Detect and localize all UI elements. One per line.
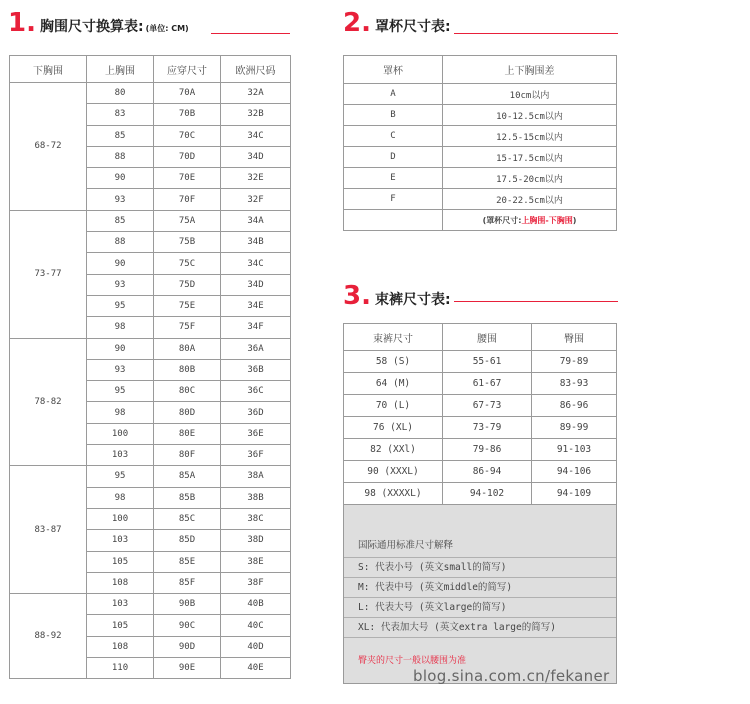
hip-cell: 94-109 [532,483,617,505]
hip-cell: 89-99 [532,417,617,439]
header-waist: 腰围 [443,324,532,351]
table-row [344,461,617,483]
size-cell: 80A [154,338,221,359]
cup-cell: D [344,147,443,168]
table-row [344,395,617,417]
size-cell: 70D [154,146,221,167]
eu-size-cell: 36B [221,359,291,380]
cup-note-formula: 上胸围-下胸围 [521,215,573,225]
cup-note-prefix: (罩杯尺寸: [482,215,522,225]
size-cell: 90C [154,615,221,636]
brief-size-cell: 70 (L) [344,395,443,417]
over-bust-cell: 98 [87,317,154,338]
brief-size-cell: 98 (XXXXL) [344,483,443,505]
table-row [344,84,617,105]
eu-size-cell: 34D [221,146,291,167]
notes-title: 国际通用标准尺寸解释 [358,540,454,551]
section3-title: 束裤尺寸表: [374,292,451,308]
size-cell: 70A [154,83,221,104]
table-row [10,210,291,231]
size-cell: 75B [154,232,221,253]
hip-cell: 94-106 [532,461,617,483]
eu-size-cell: 36C [221,381,291,402]
note-xl: XL: 代表加大号 (英文extra large的简写) [344,617,616,637]
table-row [344,373,617,395]
header-over-bust: 上胸围 [87,56,154,83]
bust-diff-cell: 15-17.5cm以内 [443,147,617,168]
eu-size-cell: 38D [221,530,291,551]
size-cell: 80B [154,359,221,380]
size-cell: 75A [154,210,221,231]
eu-size-cell: 32A [221,83,291,104]
eu-size-cell: 36F [221,445,291,466]
waist-cell: 73-79 [443,417,532,439]
over-bust-cell: 93 [87,189,154,210]
size-cell: 80E [154,423,221,444]
section1-title: 胸围尺寸换算表: [39,19,144,35]
cup-cell: A [344,84,443,105]
over-bust-cell: 85 [87,125,154,146]
bust-diff-cell: 12.5-15cm以内 [443,126,617,147]
section3-heading [343,283,451,309]
cup-cell: B [344,105,443,126]
over-bust-cell: 105 [87,615,154,636]
bust-diff-cell: 17.5-20cm以内 [443,168,617,189]
over-bust-cell: 90 [87,168,154,189]
over-bust-cell: 108 [87,636,154,657]
bra-size-table [9,55,291,679]
eu-size-cell: 34D [221,274,291,295]
section2-number: 2. [343,8,371,38]
brief-size-table [343,323,617,505]
size-cell: 85D [154,530,221,551]
eu-size-cell: 38B [221,487,291,508]
eu-size-cell: 34E [221,295,291,316]
under-bust-cell: 83-87 [10,466,87,594]
table-row [10,466,291,487]
header-cup: 罩杯 [344,56,443,84]
table-row [344,210,617,231]
over-bust-cell: 100 [87,508,154,529]
size-cell: 70B [154,104,221,125]
table-row [344,417,617,439]
size-cell: 80D [154,402,221,423]
waist-cell: 86-94 [443,461,532,483]
brief-size-cell: 90 (XXXL) [344,461,443,483]
table-row [344,483,617,505]
table-row [10,83,291,104]
brief-size-cell: 64 (M) [344,373,443,395]
over-bust-cell: 103 [87,445,154,466]
eu-size-cell: 36E [221,423,291,444]
brief-size-cell: 58 (S) [344,351,443,373]
hip-cell: 86-96 [532,395,617,417]
eu-size-cell: 34C [221,253,291,274]
bust-diff-cell: 20-22.5cm以内 [443,189,617,210]
cup-size-table [343,55,617,231]
table-row [344,147,617,168]
size-cell: 85C [154,508,221,529]
size-cell: 70C [154,125,221,146]
eu-size-cell: 34F [221,317,291,338]
section1-unit: (单位: CM) [145,24,189,33]
eu-size-cell: 34C [221,125,291,146]
size-cell: 90B [154,594,221,615]
waist-cell: 61-67 [443,373,532,395]
cup-cell: E [344,168,443,189]
eu-size-cell: 36D [221,402,291,423]
over-bust-cell: 95 [87,466,154,487]
size-cell: 75E [154,295,221,316]
section1-heading [8,10,189,36]
over-bust-cell: 93 [87,274,154,295]
over-bust-cell: 105 [87,551,154,572]
over-bust-cell: 95 [87,295,154,316]
under-bust-cell: 88-92 [10,594,87,679]
watermark: blog.sina.com.cn/fekaner [413,667,610,685]
section3-rule [454,301,618,302]
size-cell: 70E [154,168,221,189]
section2-title: 罩杯尺寸表: [374,19,451,35]
over-bust-cell: 88 [87,232,154,253]
over-bust-cell: 90 [87,338,154,359]
table-header-row [344,324,617,351]
eu-size-cell: 38E [221,551,291,572]
waist-cell: 94-102 [443,483,532,505]
eu-size-cell: 38A [221,466,291,487]
waist-cell: 67-73 [443,395,532,417]
hip-cell: 79-89 [532,351,617,373]
table-row [344,351,617,373]
table-row [344,439,617,461]
eu-size-cell: 40E [221,658,291,679]
section2-heading [343,10,451,36]
over-bust-cell: 80 [87,83,154,104]
table-header-row [344,56,617,84]
size-cell: 75D [154,274,221,295]
size-cell: 90E [154,658,221,679]
notes-footer: 臀夹的尺寸一般以腰围为准 [344,637,616,683]
section2-rule [454,33,618,34]
eu-size-cell: 32E [221,168,291,189]
eu-size-cell: 36A [221,338,291,359]
over-bust-cell: 98 [87,402,154,423]
eu-size-cell: 38C [221,508,291,529]
section1-number: 1. [8,8,36,38]
size-cell: 80C [154,381,221,402]
hip-cell: 83-93 [532,373,617,395]
eu-size-cell: 34A [221,210,291,231]
waist-cell: 55-61 [443,351,532,373]
header-eu-size: 欧洲尺码 [221,56,291,83]
size-cell: 85E [154,551,221,572]
table-row [10,594,291,615]
over-bust-cell: 85 [87,210,154,231]
eu-size-cell: 38F [221,572,291,593]
table-row [344,168,617,189]
over-bust-cell: 108 [87,572,154,593]
size-cell: 85F [154,572,221,593]
size-cell: 75C [154,253,221,274]
eu-size-cell: 40B [221,594,291,615]
size-notes-box [343,504,617,684]
eu-size-cell: 32B [221,104,291,125]
section1-rule [211,33,290,34]
note-l: L: 代表大号 (英文large的简写) [344,597,616,617]
header-under-bust: 下胸围 [10,56,87,83]
over-bust-cell: 95 [87,381,154,402]
eu-size-cell: 40D [221,636,291,657]
over-bust-cell: 110 [87,658,154,679]
over-bust-cell: 83 [87,104,154,125]
note-m: M: 代表中号 (英文middle的简写) [344,577,616,597]
bust-diff-cell: 10cm以内 [443,84,617,105]
under-bust-cell: 68-72 [10,83,87,211]
header-size: 应穿尺寸 [154,56,221,83]
cup-note-suffix: ) [572,215,577,225]
eu-size-cell: 32F [221,189,291,210]
section3-number: 3. [343,281,371,311]
under-bust-cell: 78-82 [10,338,87,466]
size-cell: 90D [154,636,221,657]
under-bust-cell: 73-77 [10,210,87,338]
cup-cell: C [344,126,443,147]
over-bust-cell: 103 [87,530,154,551]
cup-cell: F [344,189,443,210]
over-bust-cell: 98 [87,487,154,508]
size-cell: 85A [154,466,221,487]
header-bust-diff: 上下胸围差 [443,56,617,84]
table-row [10,338,291,359]
size-cell: 80F [154,445,221,466]
table-row [344,105,617,126]
table-header-row [10,56,291,83]
brief-size-cell: 76 (XL) [344,417,443,439]
over-bust-cell: 103 [87,594,154,615]
size-cell: 85B [154,487,221,508]
size-cell: 75F [154,317,221,338]
cup-note [443,210,617,231]
over-bust-cell: 88 [87,146,154,167]
brief-size-cell: 82 (XXl) [344,439,443,461]
over-bust-cell: 93 [87,359,154,380]
waist-cell: 79-86 [443,439,532,461]
note-s: S: 代表小号 (英文small的简写) [344,557,616,577]
hip-cell: 91-103 [532,439,617,461]
eu-size-cell: 34B [221,232,291,253]
table-row [344,126,617,147]
eu-size-cell: 40C [221,615,291,636]
table-row [344,189,617,210]
header-brief-size: 束裤尺寸 [344,324,443,351]
bust-diff-cell: 10-12.5cm以内 [443,105,617,126]
over-bust-cell: 100 [87,423,154,444]
over-bust-cell: 90 [87,253,154,274]
header-hip: 臀围 [532,324,617,351]
size-cell: 70F [154,189,221,210]
